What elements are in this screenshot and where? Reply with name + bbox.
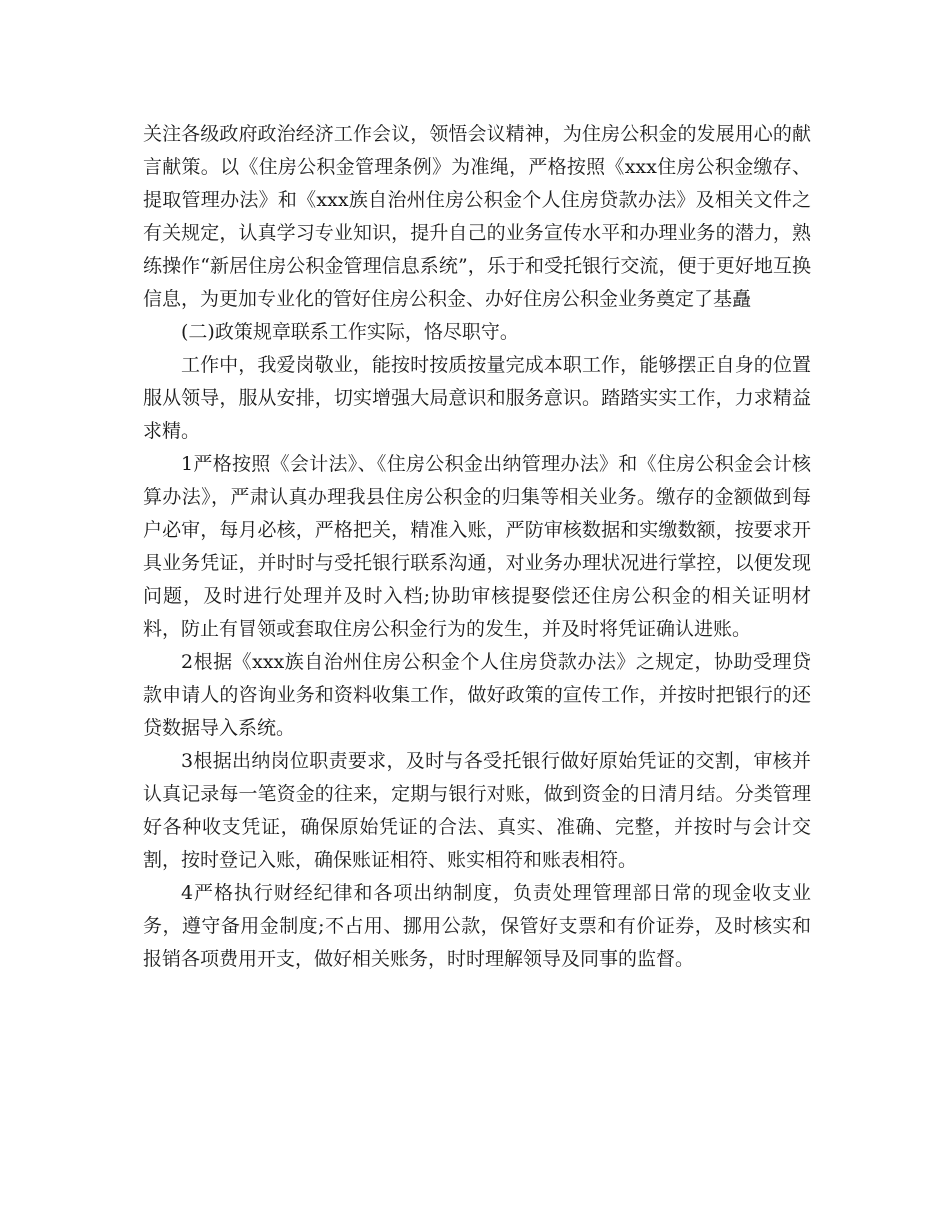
paragraph-work-attitude: 工作中，我爱岗敬业，能按时按质按量完成本职工作，能够摆正自身的位置服从领导，服从安排，切实增强大局意识和服务意识。踏踏实实工作，力求精益求精。: [143, 354, 811, 442]
paragraph-item-3: 3根据出纳岗位职责要求，及时与各受托银行做好原始凭证的交割，审核并认真记录每一笔资金的往来，定期与银行对账，做到资金的日清月结。分类管理好各种收支凭证，确保原始凭证的合法、真实、准确、完整，并按时与会计交割，按时登记入账，确保账证相符、账实相符和账表相符。: [143, 750, 811, 871]
section-heading: (二)政策规章联系工作实际，恪尽职守。: [181, 321, 519, 343]
paragraph-continuation: 关注各级政府政治经济工作会议，领悟会议精神，为住房公积金的发展用心的献言献策。以《住房公积金管理条例》为准绳，严格按照《xxx住房公积金缴存、提取管理办法》和《xxx族自治州住房公积金个人住房贷款办法》及相关文件之有关规定，认真学习专业知识，提升自己的业务宣传水平和办理业务的潜力，熟练操作“新居住房公积金管理信息系统”，乐于和受托银行交流，便于更好地互换信息，为更加专业化的管好住房公积金、办好住房公积金业务奠定了基矗: [143, 123, 811, 310]
paragraph-item-4: 4严格执行财经纪律和各项出纳制度，负责处理管理部日常的现金收支业务，遵守备用金制度;不占用、挪用公款，保管好支票和有价证券，及时核实和报销各项费用开支，做好相关账务，时时理解领导及同事的监督。: [143, 882, 811, 970]
paragraph-item-1: 1严格按照《会计法》、《住房公积金出纳管理办法》和《住房公积金会计核算办法》，严肃认真办理我县住房公积金的归集等相关业务。缴存的金额做到每户必审，每月必核，严格把关，精准入账，严防审核数据和实缴数额，按要求开具业务凭证，并时时与受托银行联系沟通，对业务办理状况进行掌控，以便发现问题，及时进行处理并及时入档;协助审核提娶偿还住房公积金的相关证明材料，防止有冒领或套取住房公积金行为的发生，并及时将凭证确认进账。: [143, 453, 811, 640]
paragraph-item-2: 2根据《xxx族自治州住房公积金个人住房贷款办法》之规定，协助受理贷款申请人的咨询业务和资料收集工作，做好政策的宣传工作，并按时把银行的还贷数据导入系统。: [143, 651, 811, 739]
document-body: [143, 118, 811, 976]
